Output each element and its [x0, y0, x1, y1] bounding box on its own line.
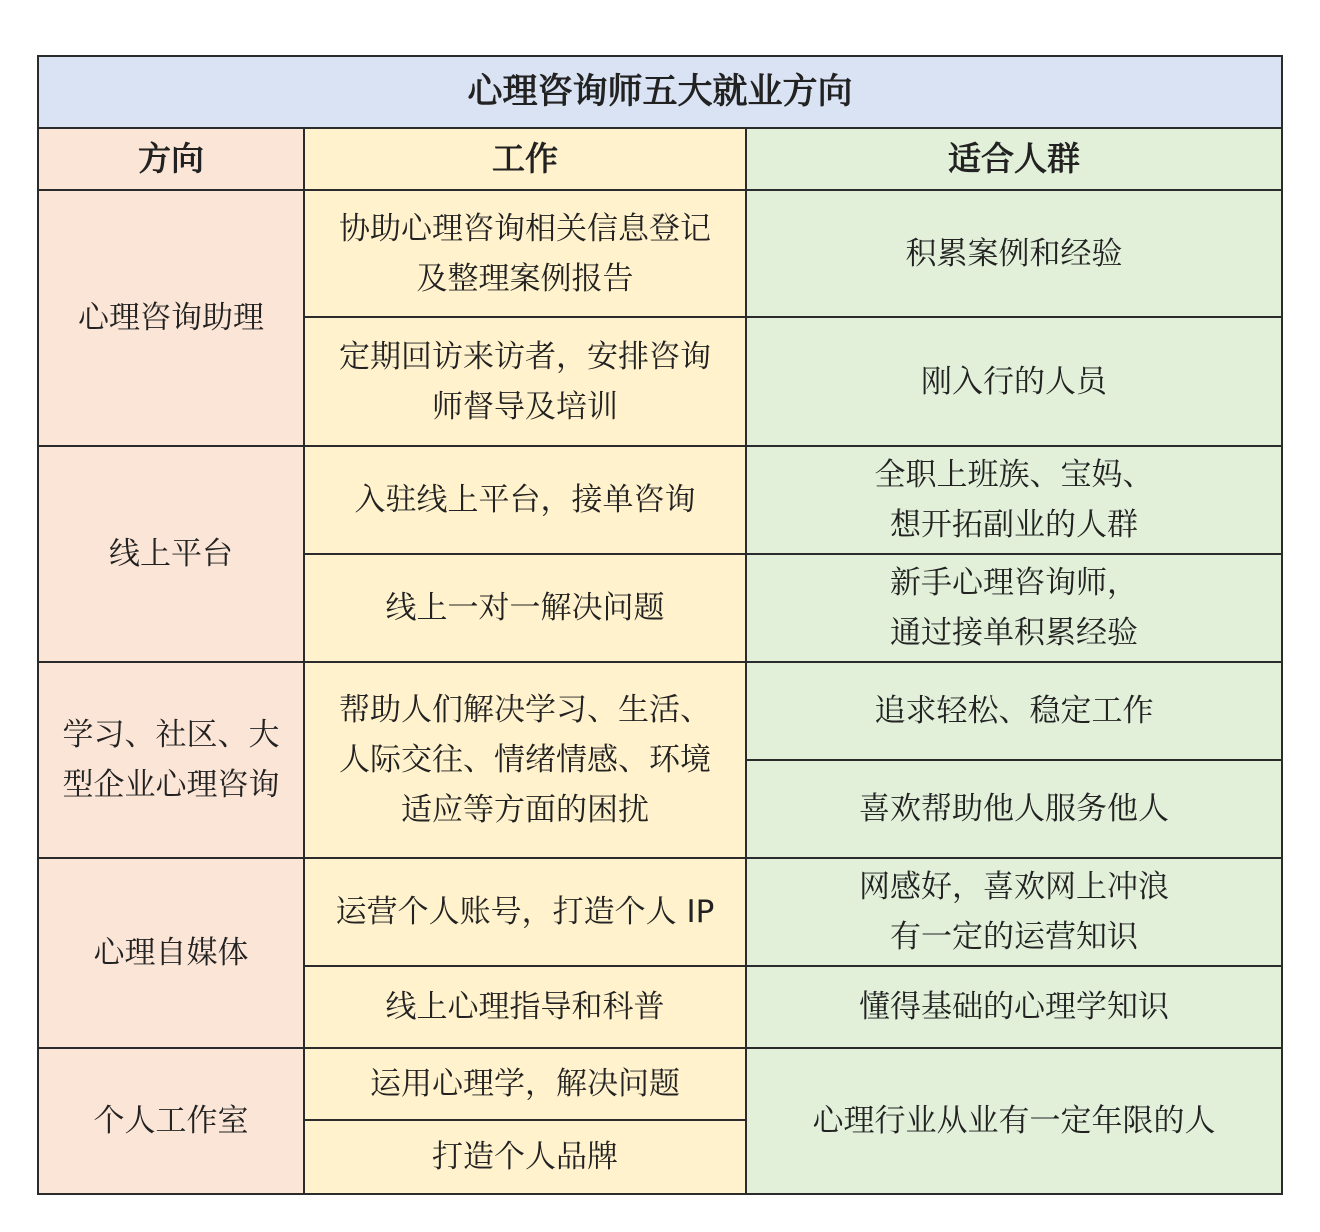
work-cell: 线上一对一解决问题 — [305, 555, 747, 663]
work-cell: 协助心理咨询相关信息登记 及整理案例报告 — [305, 191, 747, 318]
work-cell: 运营个人账号，打造个人 IP — [305, 859, 747, 967]
audience-cell: 懂得基础的心理学知识 — [747, 967, 1281, 1049]
audience-cell: 积累案例和经验 — [747, 191, 1281, 318]
audience-cell: 新手心理咨询师， 通过接单积累经验 — [747, 555, 1281, 663]
table-title: 心理咨询师五大就业方向 — [39, 57, 1281, 129]
career-directions-table — [37, 55, 1283, 1195]
work-cell: 帮助人们解决学习、生活、 人际交往、情绪情感、环境 适应等方面的困扰 — [305, 663, 747, 859]
direction-cell: 学习、社区、大 型企业心理咨询 — [39, 663, 305, 859]
audience-cell: 心理行业从业有一定年限的人 — [747, 1049, 1281, 1193]
audience-cell: 追求轻松、稳定工作 — [747, 663, 1281, 761]
header-direction: 方向 — [39, 129, 305, 191]
audience-cell: 刚入行的人员 — [747, 318, 1281, 447]
work-cell: 运用心理学，解决问题 — [305, 1049, 747, 1121]
direction-cell: 心理自媒体 — [39, 859, 305, 1049]
work-cell: 线上心理指导和科普 — [305, 967, 747, 1049]
audience-cell: 网感好，喜欢网上冲浪 有一定的运营知识 — [747, 859, 1281, 967]
work-cell: 定期回访来访者，安排咨询 师督导及培训 — [305, 318, 747, 447]
work-cell: 入驻线上平台，接单咨询 — [305, 447, 747, 555]
work-cell: 打造个人品牌 — [305, 1121, 747, 1193]
direction-cell: 线上平台 — [39, 447, 305, 663]
audience-cell: 喜欢帮助他人服务他人 — [747, 761, 1281, 859]
header-audience: 适合人群 — [747, 129, 1281, 191]
header-work: 工作 — [305, 129, 747, 191]
audience-cell: 全职上班族、宝妈、 想开拓副业的人群 — [747, 447, 1281, 555]
direction-cell: 个人工作室 — [39, 1049, 305, 1193]
direction-cell: 心理咨询助理 — [39, 191, 305, 447]
